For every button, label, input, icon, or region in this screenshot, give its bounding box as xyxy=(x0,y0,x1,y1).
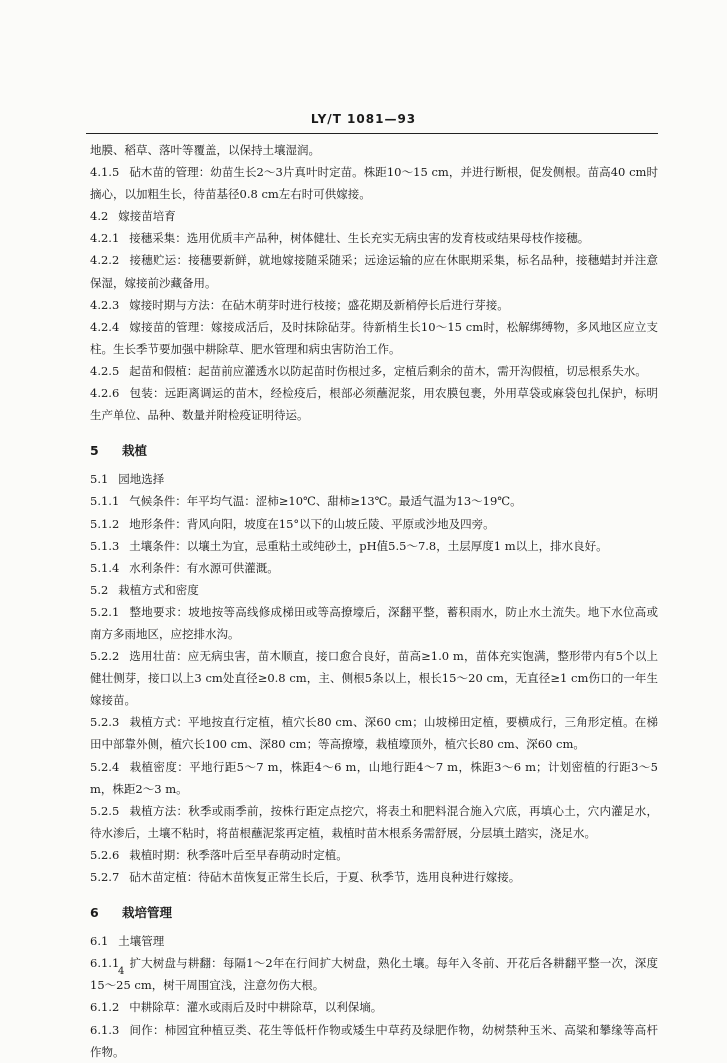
paragraph xyxy=(90,930,658,952)
paragraph xyxy=(90,996,658,1018)
paragraph xyxy=(90,1019,658,1063)
clause-number: 5.2.1 xyxy=(90,604,120,619)
clause-text: 砧木苗定植：待砧木苗恢复正常生长后，于夏、秋季节，选用良种进行嫁接。 xyxy=(129,870,521,884)
clause-number: 5 xyxy=(90,443,99,459)
clause-number: 5.2 xyxy=(90,582,109,597)
paragraph xyxy=(90,535,658,557)
clause-text: 接穗贮运：接穗要新鲜，就地嫁接随采随采；远途运输的应在休眠期采集，标名品种，接穗蜡封并注意保湿，嫁接前沙藏备用。 xyxy=(90,253,658,290)
clause-text: 栽培管理 xyxy=(122,905,173,921)
clause-number: 4.2 xyxy=(90,209,109,224)
section-heading xyxy=(90,440,658,462)
clause-text: 地形条件：背风向阳，坡度在15°以下的山坡丘陵、平原或沙地及四旁。 xyxy=(129,516,495,531)
clause-number: 5.2.5 xyxy=(90,803,120,818)
clause-text: 园地选择 xyxy=(118,472,165,487)
paragraph xyxy=(90,579,658,601)
paragraph xyxy=(90,468,658,490)
clause-text: 栽植方式：平地按直行定植，植穴长80 cm、深60 cm；山坡梯田定植，要横成行，三角形定植。在梯田中部靠外侧，植穴长100 cm、深80 cm；等高撩壕，栽植壕顶外，植穴长80 cm、深60 cm。 xyxy=(90,715,658,752)
paragraph xyxy=(90,756,658,800)
clause-number: 5.2.6 xyxy=(90,847,120,862)
paragraph xyxy=(90,161,658,205)
clause-number: 5.1.2 xyxy=(90,516,120,531)
paragraph xyxy=(90,711,658,755)
clause-number: 4.2.2 xyxy=(90,253,120,268)
clause-text: 水利条件：有水源可供灌溉。 xyxy=(129,560,279,575)
clause-number: 5.1 xyxy=(90,472,109,487)
clause-text: 栽植时期：秋季落叶后至早春萌动时定植。 xyxy=(129,847,348,862)
clause-text: 栽植密度：平地行距5～7 m，株距4～6 m，山地行距4～7 m，株距3～6 m；计划密植的行距3～5 m，株距2～3 m。 xyxy=(90,759,658,796)
clause-text: 选用壮苗：应无病虫害，苗木顺直，接口愈合良好，苗高≥1.0 m，苗体充实饱满，整形带内有5个以上健壮侧芽，接口以上3 cm处直径≥0.8 cm，主、侧根5条以上，根长15～20 cm，无直径≥1 cm伤口的一年生嫁接苗。 xyxy=(90,649,658,708)
clause-number: 6.1.2 xyxy=(90,1000,120,1015)
clause-text: 嫁接苗的管理：嫁接成活后，及时抹除砧芽。待新梢生长10～15 cm时，松解绑缚物，多风地区应立支柱。生长季节要加强中耕除草、肥水管理和病虫害防治工作。 xyxy=(90,319,658,356)
clause-text: 间作：柿园宜种植豆类、花生等低杆作物或矮生中草药及绿肥作物，幼树禁种玉米、高粱和攀缘等高杆作物。 xyxy=(90,1022,658,1059)
clause-text: 地膜、稻草、落叶等覆盖，以保持土壤湿润。 xyxy=(90,143,320,157)
paragraph xyxy=(90,294,658,316)
clause-number: 6.1.1 xyxy=(90,956,120,971)
clause-text: 栽植方法：秋季或雨季前，按株行距定点挖穴，将表土和肥料混合施入穴底，再填心土，穴内灌足水，待水渗后，土壤不粘时，将苗根蘸泥浆再定植，栽植时苗木根系务需舒展，分层填土踏实，浇足水。 xyxy=(90,803,658,840)
paragraph xyxy=(90,205,658,227)
standard-code-header: LY/T 1081—93 xyxy=(310,112,417,126)
clause-text: 嫁接时期与方法：在砧木萌芽时进行枝接；盛花期及新梢停长后进行芽接。 xyxy=(129,297,509,312)
paragraph xyxy=(90,513,658,535)
clause-text: 砧木苗的管理：幼苗生长2～3片真叶时定苗。株距10～15 cm，并进行断根，促发侧根。苗高40 cm时摘心，以加粗生长，待苗基径0.8 cm左右时可供嫁接。 xyxy=(90,165,658,202)
paragraph xyxy=(90,139,658,161)
clause-number: 6.1 xyxy=(90,934,109,949)
paragraph xyxy=(90,952,658,996)
clause-number: 5.2.7 xyxy=(90,870,120,884)
clause-text: 嫁接苗培育 xyxy=(118,209,176,224)
paragraph xyxy=(90,382,658,426)
clause-text: 扩大树盘与耕翻：每隔1～2年在行间扩大树盘，熟化土壤。每年入冬前、开花后各耕翻平整一次，深度15～25 cm，树干周围宜浅，注意勿伤大根。 xyxy=(90,956,658,993)
page-number: 4 xyxy=(118,966,125,977)
clause-number: 4.2.4 xyxy=(90,319,120,334)
paragraph xyxy=(90,844,658,866)
clause-text: 中耕除草：灌水或雨后及时中耕除草，以利保墒。 xyxy=(129,1000,383,1015)
clause-number: 5.1.3 xyxy=(90,538,120,553)
clause-number: 4.2.1 xyxy=(90,231,120,246)
clause-text: 起苗和假植：起苗前应灌透水以防起苗时伤根过多，定植后剩余的苗木，需开沟假植，切忌根系失水。 xyxy=(129,363,647,378)
clause-text: 接穗采集：选用优质丰产品种，树体健壮、生长充实无病虫害的发育枝或结果母枝作接穗。 xyxy=(129,231,590,246)
document-body xyxy=(90,139,658,1063)
clause-number: 4.1.5 xyxy=(90,165,120,180)
clause-number: 5.2.3 xyxy=(90,715,120,730)
clause-number: 4.2.6 xyxy=(90,386,120,401)
paragraph xyxy=(90,557,658,579)
clause-text: 气候条件：年平均气温：涩柿≥10℃、甜柿≥13℃。最适气温为13～19℃。 xyxy=(129,494,522,509)
clause-number: 6 xyxy=(90,905,99,921)
clause-number: 5.2.4 xyxy=(90,759,120,774)
paragraph xyxy=(90,360,658,382)
paragraph xyxy=(90,601,658,645)
clause-number: 5.1.4 xyxy=(90,560,120,575)
clause-number: 4.2.3 xyxy=(90,297,120,312)
paragraph xyxy=(90,800,658,844)
clause-text: 土壤管理 xyxy=(118,934,165,949)
paragraph xyxy=(90,227,658,249)
clause-number: 5.1.1 xyxy=(90,494,120,509)
paragraph xyxy=(90,316,658,360)
header-rule xyxy=(86,133,658,134)
paragraph xyxy=(90,249,658,293)
clause-text: 包装：远距离调运的苗木，经检疫后，根部必须蘸泥浆，用农膜包裹，外用草袋或麻袋包扎保护，标明生产单位、品种、数量并附检疫证明待运。 xyxy=(90,386,658,423)
clause-number: 4.2.5 xyxy=(90,363,120,378)
clause-number: 6.1.3 xyxy=(90,1022,120,1037)
section-heading xyxy=(90,902,658,924)
clause-text: 栽植 xyxy=(122,443,148,459)
paragraph xyxy=(90,490,658,512)
clause-text: 整地要求：坡地按等高线修成梯田或等高撩壕后，深翻平整，蓄积雨水，防止水土流失。地下水位高或南方多雨地区，应挖排水沟。 xyxy=(90,604,658,641)
clause-text: 栽植方式和密度 xyxy=(118,582,199,597)
clause-text: 土壤条件：以壤土为宜，忌重粘土或纯砂土，pH值5.5～7.8，土层厚度1 m以上，排水良好。 xyxy=(129,538,608,553)
paragraph xyxy=(90,866,658,888)
paragraph xyxy=(90,645,658,711)
clause-number: 5.2.2 xyxy=(90,649,120,664)
